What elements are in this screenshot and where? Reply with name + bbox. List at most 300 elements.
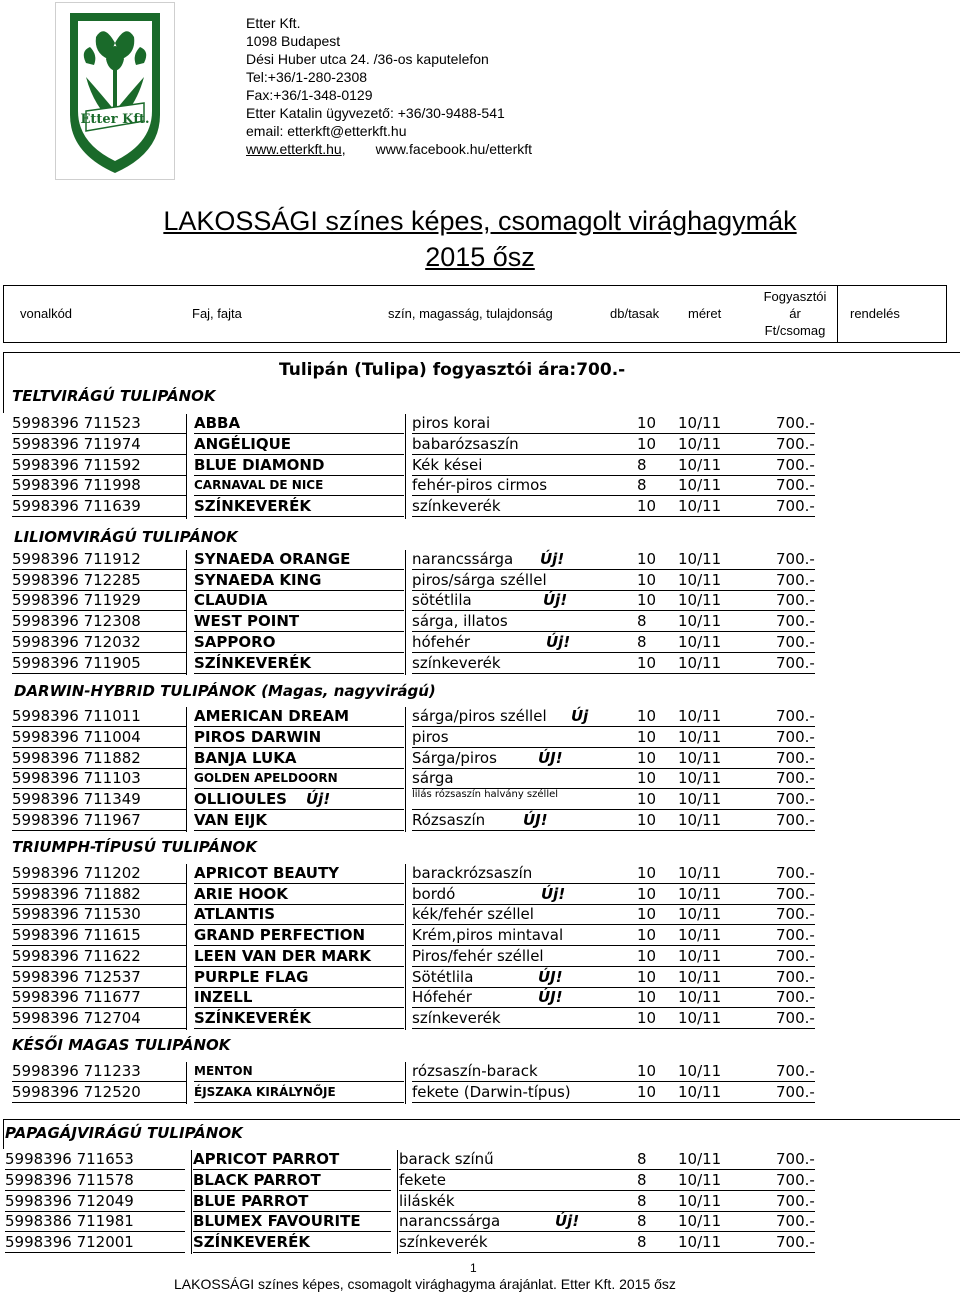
row-underline [194, 883, 404, 884]
row-underline [412, 673, 815, 674]
column-divider [186, 1062, 187, 1104]
table-row [12, 476, 832, 496]
row-underline [12, 673, 186, 674]
description-cell: Krém,piros mintaval [412, 926, 564, 944]
row-underline [412, 495, 815, 496]
row-underline [412, 1102, 815, 1103]
table-row [12, 612, 832, 632]
company-address: Dési Huber utca 24. /36-os kaputelefon [246, 51, 489, 67]
variety-name-cell: GOLDEN APELDOORN [194, 771, 338, 785]
col-species: Faj, fajta [192, 306, 242, 321]
price-cell: 700.- [776, 571, 815, 589]
quantity-cell: 10 [637, 968, 657, 986]
row-underline [12, 726, 186, 727]
col-desc: szín, magasság, tulajdonság [388, 306, 553, 321]
variety-name-cell: SAPPORO [194, 633, 276, 651]
table-row [12, 591, 832, 611]
barcode-cell: 5998396 711967 [12, 811, 141, 829]
row-underline [12, 747, 186, 748]
table-row [5, 1171, 825, 1191]
barcode-cell: 5998396 711578 [5, 1171, 134, 1189]
price-cell: 700.- [776, 591, 815, 609]
description-cell: sárga/piros széllel [412, 707, 547, 725]
column-divider [405, 550, 406, 675]
quantity-cell: 8 [637, 1171, 647, 1189]
row-underline [412, 454, 815, 455]
quantity-cell: 10 [637, 1009, 657, 1027]
description-cell: fekete [399, 1171, 446, 1189]
size-cell: 10/11 [678, 456, 722, 474]
barcode-cell: 5998396 711523 [12, 414, 141, 432]
price-cell: 700.- [776, 728, 815, 746]
variety-name-cell: CLAUDIA [194, 591, 268, 609]
price-cell: 700.- [776, 550, 815, 568]
quantity-cell: 10 [637, 864, 657, 882]
barcode-cell: 5998396 712049 [5, 1192, 134, 1210]
row-underline [412, 966, 815, 967]
quantity-cell: 10 [637, 414, 657, 432]
size-cell: 10/11 [678, 707, 722, 725]
section-title: TELTVIRÁGÚ TULIPÁNOK [12, 387, 216, 405]
row-underline [12, 433, 186, 434]
new-badge: Új! [546, 633, 571, 651]
new-badge: Új! [541, 885, 566, 903]
variety-name-cell: SZÍNKEVERÉK [194, 497, 311, 515]
price-cell: 700.- [776, 1212, 815, 1230]
description-cell: színkeverék [412, 497, 501, 515]
description-cell: piros/sárga széllel [412, 571, 547, 589]
price-cell: 700.- [776, 1083, 815, 1101]
variety-name-cell: APRICOT PARROT [193, 1150, 340, 1168]
size-cell: 10/11 [678, 749, 722, 767]
price-cell: 700.- [776, 1009, 815, 1027]
quantity-cell: 10 [637, 905, 657, 923]
row-underline [194, 788, 404, 789]
description-cell: lilás rózsaszín halvány széllel [412, 789, 559, 800]
description-cell: piros [412, 728, 449, 746]
size-cell: 10/11 [678, 414, 722, 432]
table-row [12, 571, 832, 591]
barcode-cell: 5998396 711011 [12, 707, 141, 725]
description-cell: barackrózsaszín [412, 864, 533, 882]
company-name: Etter Kft. [246, 15, 301, 31]
quantity-cell: 8 [637, 1192, 647, 1210]
variety-name-cell: INZELL [194, 988, 253, 1006]
row-underline [12, 1007, 186, 1008]
row-underline [412, 516, 815, 517]
row-underline [5, 1190, 185, 1191]
row-underline [194, 830, 404, 831]
section-divider [3, 1119, 960, 1120]
row-underline [399, 1190, 815, 1191]
price-cell: 700.- [776, 476, 815, 494]
barcode-cell: 5998396 711998 [12, 476, 141, 494]
quantity-cell: 10 [637, 1062, 657, 1080]
row-underline [5, 1169, 185, 1170]
column-divider [186, 707, 187, 832]
barcode-cell: 5998396 711592 [12, 456, 141, 474]
quantity-cell: 10 [637, 550, 657, 568]
price-cell: 700.- [776, 749, 815, 767]
section-title: LILIOMVIRÁGÚ TULIPÁNOK [14, 528, 238, 546]
price-cell: 700.- [776, 988, 815, 1006]
size-cell: 10/11 [678, 728, 722, 746]
company-logo [55, 2, 175, 180]
size-cell: 10/11 [678, 1150, 722, 1168]
row-underline [194, 945, 404, 946]
page-footer: LAKOSSÁGI színes képes, csomagolt virághagyma árajánlat. Etter Kft. 2015 ősz [174, 1276, 676, 1292]
tulip-logo-icon [56, 3, 174, 179]
table-row [12, 497, 832, 517]
table-row [12, 633, 832, 653]
section-title: DARWIN-HYBRID TULIPÁNOK (Magas, nagyvirágú) [14, 682, 436, 700]
table-row [12, 414, 832, 434]
row-underline [12, 830, 186, 831]
row-underline [412, 631, 815, 632]
row-underline [194, 924, 404, 925]
website-separator: , [341, 141, 346, 157]
company-fax: Fax:+36/1-348-0129 [246, 87, 373, 103]
price-cell: 700.- [776, 790, 815, 808]
row-underline [412, 747, 815, 748]
variety-name-cell: CARNAVAL DE NICE [194, 478, 324, 492]
new-badge: Új! [555, 1212, 580, 1230]
col-order: rendelés [850, 306, 900, 321]
price-cell: 700.- [776, 885, 815, 903]
column-divider [405, 864, 406, 1030]
size-cell: 10/11 [678, 968, 722, 986]
row-underline [194, 495, 404, 496]
row-underline [12, 966, 186, 967]
variety-name-cell: SZÍNKEVERÉK [194, 654, 311, 672]
barcode-cell: 5998396 711004 [12, 728, 141, 746]
row-underline [12, 495, 186, 496]
row-underline [193, 1169, 391, 1170]
price-cell: 700.- [776, 811, 815, 829]
price-cell: 700.- [776, 864, 815, 882]
row-underline [12, 652, 186, 653]
size-cell: 10/11 [678, 654, 722, 672]
section-title: PAPAGÁJVIRÁGÚ TULIPÁNOK [5, 1124, 243, 1142]
column-divider [405, 414, 406, 519]
table-row [12, 728, 832, 748]
quantity-cell: 10 [637, 811, 657, 829]
description-cell: kék/fehér széllel [412, 905, 534, 923]
size-cell: 10/11 [678, 497, 722, 515]
col-qty: db/tasak [610, 306, 660, 321]
barcode-cell: 5998396 711530 [12, 905, 141, 923]
quantity-cell: 10 [637, 749, 657, 767]
section-title: KÉSŐI MAGAS TULIPÁNOK [12, 1036, 231, 1054]
row-underline [193, 1252, 391, 1253]
description-cell: Hófehér [412, 988, 472, 1006]
variety-name-cell: LEEN VAN DER MARK [194, 947, 371, 965]
row-underline [12, 610, 186, 611]
variety-name-cell: GRAND PERFECTION [194, 926, 366, 944]
quantity-cell: 10 [637, 728, 657, 746]
variety-name-cell: AMERICAN DREAM [194, 707, 350, 725]
new-badge: ÚJ! [523, 811, 548, 829]
variety-name-cell: BLUMEX FAVOURITE [193, 1212, 361, 1230]
barcode-cell: 5998396 711974 [12, 435, 141, 453]
price-cell: 700.- [776, 947, 815, 965]
row-underline [12, 454, 186, 455]
barcode-cell: 5998396 711233 [12, 1062, 141, 1080]
variety-name-cell: MENTON [194, 1064, 253, 1078]
row-underline [194, 631, 404, 632]
row-underline [194, 809, 404, 810]
table-row [12, 1062, 832, 1082]
table-row [12, 988, 832, 1008]
variety-name-cell: OLLIOULES [194, 790, 287, 808]
price-cell: 700.- [776, 968, 815, 986]
barcode-cell: 5998396 712520 [12, 1083, 141, 1101]
section-title: TRIUMPH-TÍPUSÚ TULIPÁNOK [12, 838, 257, 856]
row-underline [12, 788, 186, 789]
row-underline [12, 569, 186, 570]
company-city: 1098 Budapest [246, 33, 341, 49]
size-cell: 10/11 [678, 1171, 722, 1189]
variety-name-cell: BLACK PARROT [193, 1171, 321, 1189]
barcode-cell: 5998396 712032 [12, 633, 141, 651]
table-row [5, 1212, 825, 1232]
description-cell: fehér-piros cirmos [412, 476, 548, 494]
col-price-line2: ár [789, 306, 801, 321]
new-badge: ÚJ! [538, 988, 563, 1006]
row-underline [412, 1081, 815, 1082]
table-row [5, 1150, 825, 1170]
col-size: méret [688, 306, 722, 321]
row-underline [412, 1007, 815, 1008]
row-underline [5, 1252, 185, 1253]
col-price-line1: Fogyasztói [763, 289, 827, 304]
quantity-cell: 8 [637, 456, 647, 474]
barcode-cell: 5998396 711349 [12, 790, 141, 808]
price-cell: 700.- [776, 1062, 815, 1080]
row-underline [412, 652, 815, 653]
description-cell: piros korai [412, 414, 491, 432]
column-divider [405, 1062, 406, 1104]
row-underline [194, 1007, 404, 1008]
barcode-cell: 5998396 711882 [12, 885, 141, 903]
size-cell: 10/11 [678, 476, 722, 494]
barcode-cell: 5998396 711202 [12, 864, 141, 882]
variety-name-cell: BLUE DIAMOND [194, 456, 325, 474]
table-row [12, 456, 832, 476]
size-cell: 10/11 [678, 571, 722, 589]
size-cell: 10/11 [678, 1062, 722, 1080]
row-underline [194, 454, 404, 455]
description-cell: Rózsaszín [412, 811, 486, 829]
variety-name-cell: ABBA [194, 414, 241, 432]
section-divider [3, 1119, 4, 1149]
price-cell: 700.- [776, 414, 815, 432]
price-cell: 700.- [776, 497, 815, 515]
size-cell: 10/11 [678, 550, 722, 568]
quantity-cell: 8 [637, 633, 647, 651]
barcode-cell: 5998386 711981 [5, 1212, 134, 1230]
variety-name-cell: SYNAEDA ORANGE [194, 550, 351, 568]
quantity-cell: 10 [637, 988, 657, 1006]
description-cell: rózsaszín-barack [412, 1062, 538, 1080]
description-cell: színkeverék [412, 654, 501, 672]
quantity-cell: 8 [637, 476, 647, 494]
row-underline [193, 1231, 391, 1232]
price-cell: 700.- [776, 707, 815, 725]
table-row [12, 790, 832, 810]
page-title: LAKOSSÁGI színes képes, csomagolt virághagymák [163, 206, 797, 236]
table-row [12, 864, 832, 884]
description-cell: Sötétlila [412, 968, 474, 986]
description-cell: színkeverék [412, 1009, 501, 1027]
size-cell: 10/11 [678, 885, 722, 903]
variety-name-cell: ANGÉLIQUE [194, 435, 292, 453]
size-cell: 10/11 [678, 790, 722, 808]
table-row [12, 926, 832, 946]
new-badge: ÚJ! [538, 749, 563, 767]
row-underline [5, 1231, 185, 1232]
quantity-cell: 8 [637, 1233, 647, 1251]
price-cell: 700.- [776, 435, 815, 453]
price-cell: 700.- [776, 1192, 815, 1210]
new-badge: ÚJ! [538, 968, 563, 986]
quantity-cell: 10 [637, 926, 657, 944]
row-underline [194, 1028, 404, 1029]
size-cell: 10/11 [678, 612, 722, 630]
description-cell: narancssárga [412, 550, 514, 568]
row-underline [193, 1190, 391, 1191]
size-cell: 10/11 [678, 769, 722, 787]
barcode-cell: 5998396 711677 [12, 988, 141, 1006]
size-cell: 10/11 [678, 947, 722, 965]
row-underline [412, 433, 815, 434]
variety-name-cell: VAN EIJK [194, 811, 268, 829]
description-cell: narancssárga [399, 1212, 501, 1230]
column-divider [186, 864, 187, 1030]
size-cell: 10/11 [678, 864, 722, 882]
table-row [12, 550, 832, 570]
table-row [12, 435, 832, 455]
company-manager: Etter Katalin ügyvezető: +36/30-9488-541 [246, 105, 505, 121]
new-badge: Új! [540, 550, 565, 568]
price-cell: 700.- [776, 654, 815, 672]
row-underline [12, 809, 186, 810]
variety-name-cell: BLUE PARROT [193, 1192, 309, 1210]
table-row [12, 749, 832, 769]
barcode-cell: 5998396 711622 [12, 947, 141, 965]
row-underline [412, 569, 815, 570]
row-underline [194, 1102, 404, 1103]
size-cell: 10/11 [678, 811, 722, 829]
row-underline [194, 1081, 404, 1082]
row-underline [412, 726, 815, 727]
barcode-cell: 5998396 711615 [12, 926, 141, 944]
quantity-cell: 8 [637, 1150, 647, 1168]
variety-name-cell: APRICOT BEAUTY [194, 864, 340, 882]
table-row [12, 769, 832, 789]
description-cell: bordó [412, 885, 456, 903]
table-row [12, 968, 832, 988]
row-underline [412, 945, 815, 946]
row-underline [194, 652, 404, 653]
price-cell: 700.- [776, 633, 815, 651]
barcode-cell: 5998396 712308 [12, 612, 141, 630]
quantity-cell: 10 [637, 790, 657, 808]
header-separator [837, 286, 838, 342]
description-cell: liláskék [399, 1192, 455, 1210]
size-cell: 10/11 [678, 1192, 722, 1210]
page-subtitle: 2015 ősz [425, 242, 535, 272]
variety-name-cell: PIROS DARWIN [194, 728, 322, 746]
size-cell: 10/11 [678, 1083, 722, 1101]
price-cell: 700.- [776, 926, 815, 944]
col-price [758, 288, 832, 339]
row-underline [12, 631, 186, 632]
company-tel: Tel:+36/1-280-2308 [246, 69, 368, 85]
row-underline [412, 610, 815, 611]
table-row [12, 654, 832, 674]
contact-block [246, 14, 532, 158]
row-underline [194, 966, 404, 967]
table-row [12, 811, 832, 831]
price-cell: 700.- [776, 1171, 815, 1189]
variety-name-cell: SZÍNKEVERÉK [193, 1233, 310, 1251]
row-underline [194, 726, 404, 727]
quantity-cell: 10 [637, 654, 657, 672]
table-row [5, 1233, 825, 1253]
facebook-link[interactable]: www.facebook.hu/etterkft [375, 141, 533, 157]
variety-name-cell: SZÍNKEVERÉK [194, 1009, 311, 1027]
price-cell: 700.- [776, 456, 815, 474]
description-cell: barack színű [399, 1150, 494, 1168]
size-cell: 10/11 [678, 1009, 722, 1027]
quantity-cell: 10 [637, 591, 657, 609]
description-cell: sötétlila [412, 591, 472, 609]
barcode-cell: 5998396 711103 [12, 769, 141, 787]
price-cell: 700.- [776, 1150, 815, 1168]
barcode-cell: 5998396 711653 [5, 1150, 134, 1168]
table-row [12, 905, 832, 925]
column-header [3, 285, 947, 343]
barcode-cell: 5998396 711929 [12, 591, 141, 609]
row-underline [12, 945, 186, 946]
col-barcode: vonalkód [20, 306, 73, 321]
row-underline [194, 673, 404, 674]
row-underline [194, 747, 404, 748]
quantity-cell: 10 [637, 571, 657, 589]
barcode-cell: 5998396 712704 [12, 1009, 141, 1027]
column-divider [405, 707, 406, 832]
website-link[interactable]: www.etterkft.hu [246, 141, 342, 157]
row-underline [194, 610, 404, 611]
row-underline [12, 924, 186, 925]
barcode-cell: 5998396 711882 [12, 749, 141, 767]
barcode-cell: 5998396 711905 [12, 654, 141, 672]
price-cell: 700.- [776, 1233, 815, 1251]
row-underline [12, 1081, 186, 1082]
quantity-cell: 10 [637, 497, 657, 515]
description-cell: sárga, illatos [412, 612, 508, 630]
new-badge: Új! [543, 591, 568, 609]
quantity-cell: 10 [637, 1083, 657, 1101]
quantity-cell: 10 [637, 707, 657, 725]
variety-name-cell: ÉJSZAKA KIRÁLYNŐJE [194, 1085, 336, 1099]
column-divider [186, 414, 187, 519]
tulipan-header: Tulipán (Tulipa) fogyasztói ára:700.- [279, 360, 626, 380]
price-cell: 700.- [776, 905, 815, 923]
price-cell: 700.- [776, 612, 815, 630]
table-row [5, 1192, 825, 1212]
